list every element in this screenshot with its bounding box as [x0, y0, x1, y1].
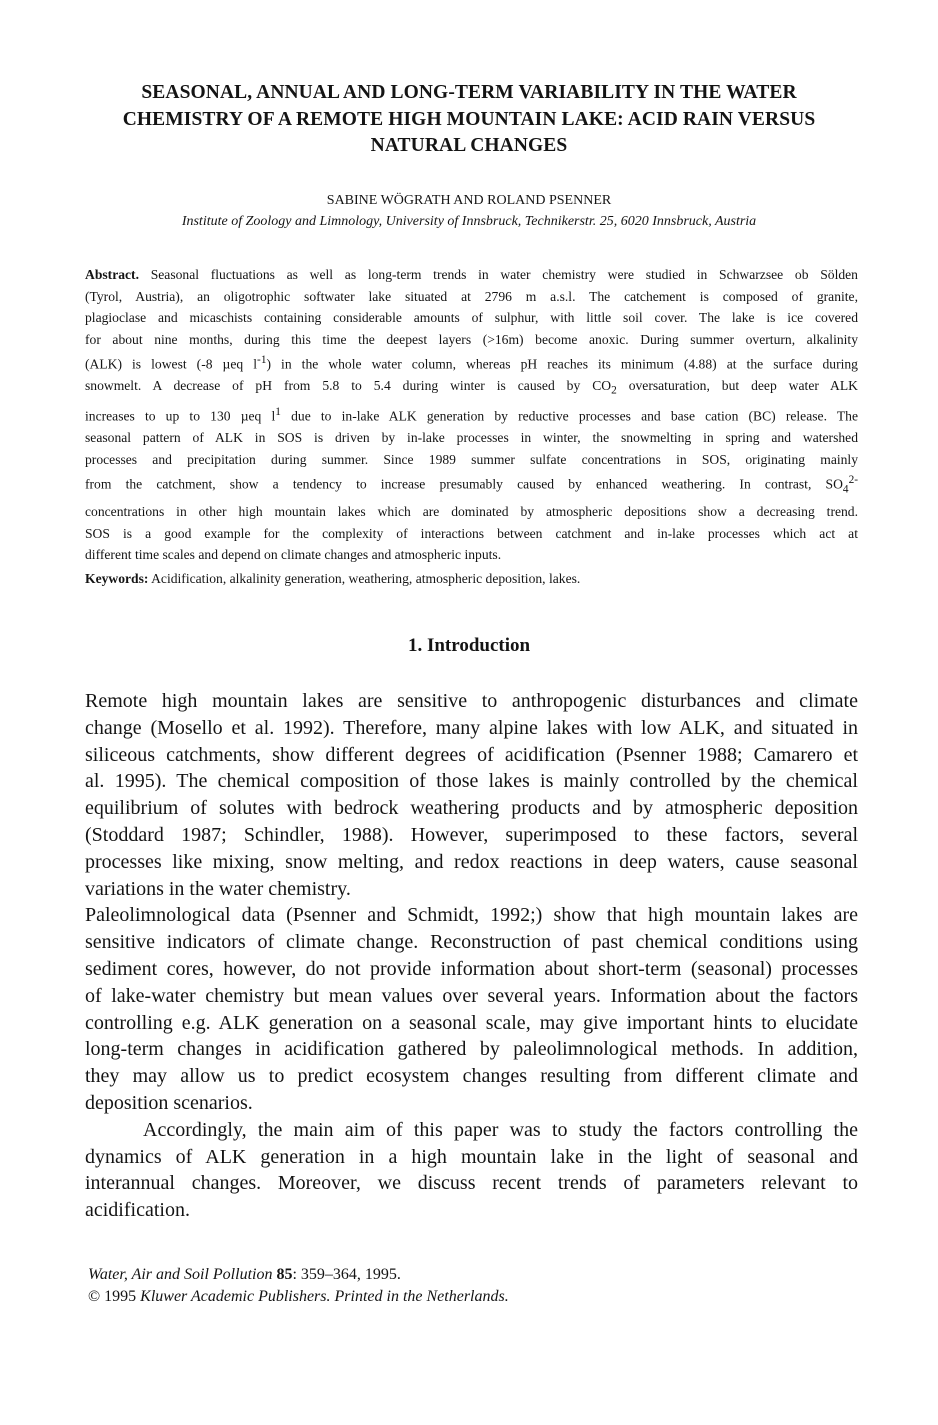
- body-line: equilibrium of solutes with bedrock weathering products and by atmospheric deposition: [85, 797, 858, 820]
- subscript: 2: [611, 384, 617, 397]
- section-heading: 1. Introduction: [407, 635, 531, 656]
- journal-footer: [88, 1264, 848, 1308]
- abstract-line: (Tyrol, Austria), an oligotrophic softwater lake situated at 2796 m a.s.l. The catchement is composed of granite,: [85, 288, 858, 304]
- abstract-line: processes and precipitation during summer. Since 1989 summer sulfate concentrations in SOS, originating mainly: [85, 451, 858, 467]
- abstract-line: seasonal pattern of ALK in SOS is driven by in-lake processes in winter, the snowmelting in spring and watershed: [85, 430, 858, 446]
- body-line: Accordingly, the main aim of this paper was to study the factors controlling the: [143, 1118, 858, 1141]
- abstract-line: concentrations in other high mountain lakes which are dominated by atmospheric depositions show a decreasing trend.: [85, 504, 858, 520]
- abstract-line: SOS is a good example for the complexity of interactions between catchment and in-lake processes which act at: [85, 525, 858, 541]
- superscript: 1: [275, 406, 281, 419]
- abstract-line: snowmelt. A decrease of pH from 5.8 to 5.4 during winter is caused by $CO_2$ oversaturation, but deep water ALK: [85, 378, 858, 397]
- journal-volume: 85: [276, 1266, 293, 1283]
- subscript: 4: [842, 483, 849, 496]
- title-line: CHEMISTRY OF A REMOTE HIGH MOUNTAIN LAKE: ACID RAIN VERSUS: [122, 108, 816, 130]
- publisher: Kluwer Academic Publishers. Printed in the Netherlands.: [140, 1288, 509, 1305]
- abstract-line: plagioclase and micaschists containing considerable amounts of sulphur, with little soil cover. The lake is ice covered: [85, 310, 858, 325]
- body-line: long-term changes in acidification gathered by paleolimnological methods. In addition,: [85, 1038, 858, 1061]
- body-line: they may allow us to predict ecosystem changes resulting from different climate and: [85, 1065, 858, 1088]
- keywords: [85, 570, 858, 588]
- abstract-label: Abstract.: [85, 267, 139, 282]
- author-affiliation: Institute of Zoology and Limnology, University of Innsbruck, Technikerstr. 25, 6020 Innsbruck, Austria: [181, 214, 757, 229]
- body-line: processes like mixing, snow melting, and redox reactions in deep waters, cause seasonal: [85, 850, 858, 873]
- body-line: variations in the water chemistry.: [85, 877, 351, 900]
- keywords-label: Keywords:: [85, 571, 149, 586]
- copyright-line: [88, 1286, 848, 1308]
- superscript: -1: [257, 354, 267, 366]
- abstract-line: (ALK) is lowest (-8 µeq $l^{-1}$) in the whole water column, whereas pH reaches its minimum (4.88) at the surface during: [85, 354, 858, 372]
- abstract-line: from the catchment, show a tendency to increase presumably caused by enhanced weathering. In contrast, $SO_4^{2-}$: [85, 474, 858, 496]
- body-line: (Stoddard 1987; Schindler, 1988). However, superimposed to these factors, several: [85, 823, 858, 846]
- paper-title: [60, 80, 878, 160]
- abstract-line: different time scales and depend on climate changes and atmospheric inputs.: [85, 547, 502, 563]
- body-line: sensitive indicators of climate change. Reconstruction of past chemical conditions using: [85, 931, 858, 954]
- copyright-symbol: © 1995: [88, 1288, 141, 1305]
- body-line: interannual changes. Moreover, we discuss recent trends of parameters relevant to: [85, 1172, 858, 1195]
- abstract: [85, 264, 858, 566]
- author-list: SABINE WÖGRATH AND ROLAND PSENNER: [326, 193, 612, 208]
- body-line: Remote high mountain lakes are sensitive to anthropogenic disturbances and climate: [85, 690, 858, 712]
- introduction-body: [85, 688, 858, 1224]
- body-line: sediment cores, however, do not provide information about short-term (seasonal) processes: [85, 957, 858, 980]
- abstract-line: for about nine months, during this time the deepest layers (>16m) become anoxic. During summer overturn, alkalinity: [85, 331, 858, 347]
- abstract-line: increases to up to 130 µeq $l^1$ due to in-lake ALK generation by reductive processes and base cation (BC) release. The: [85, 406, 859, 424]
- title-line: SEASONAL, ANNUAL AND LONG-TERM VARIABILITY IN THE WATER: [141, 82, 797, 103]
- body-line: change (Mosello et al. 1992). Therefore, many alpine lakes with low ALK, and situated in: [85, 716, 858, 739]
- journal-pages: : 359–364, 1995.: [292, 1266, 401, 1283]
- body-line: dynamics of ALK generation in a high mountain lake in the light of seasonal and: [85, 1145, 858, 1168]
- abstract-line: Abstract. Seasonal fluctuations as well as long-term trends in water chemistry were studied in Schwarzsee ob Sölden: [85, 267, 858, 282]
- body-line: deposition scenarios.: [85, 1091, 253, 1114]
- body-line: controlling e.g. ALK generation on a seasonal scale, may give important hints to elucidate: [85, 1011, 858, 1034]
- body-line: Paleolimnological data (Psenner and Schmidt, 1992;) show that high mountain lakes are: [85, 904, 858, 927]
- body-line: siliceous catchments, show different degrees of acidification (Psenner 1988; Camarero et: [85, 743, 858, 766]
- body-line: of lake-water chemistry but mean values over several years. Information about the factors: [85, 984, 858, 1007]
- title-line: NATURAL CHANGES: [370, 135, 568, 156]
- journal-citation: [88, 1264, 848, 1286]
- superscript: 2-: [848, 474, 858, 487]
- body-line: al. 1995). The chemical composition of those lakes is mainly controlled by the chemical: [85, 770, 858, 793]
- journal-name: Water, Air and Soil Pollution: [88, 1266, 273, 1283]
- body-line: acidification.: [85, 1199, 190, 1222]
- keywords-text: Acidification, alkalinity generation, weathering, atmospheric deposition, lakes.: [151, 571, 581, 586]
